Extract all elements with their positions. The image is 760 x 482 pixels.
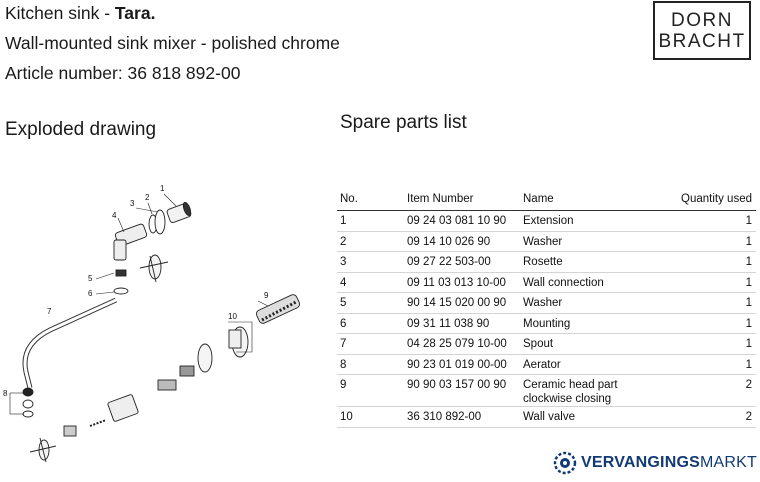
cell-no: 10 [337, 407, 404, 428]
cell-name: Washer [520, 293, 651, 314]
cell-no: 8 [337, 354, 404, 375]
cell-no: 5 [337, 293, 404, 314]
page-title [5, 1, 155, 25]
washer-part-5 [116, 270, 126, 276]
cell-name: Extension [520, 211, 651, 232]
cell-item-number: 36 310 892-00 [404, 407, 520, 428]
cell-name: Mounting [520, 313, 651, 334]
col-header-name: Name [520, 188, 651, 211]
cell-item-number: 04 28 25 079 10-00 [404, 334, 520, 355]
cell-no: 9 [337, 375, 404, 407]
spare-parts-table [337, 188, 756, 428]
logo-line-1: DORN [671, 9, 733, 31]
cell-name-line-1: Ceramic head part [523, 379, 618, 391]
table-row [337, 354, 756, 375]
cell-item-number: 90 90 03 157 00 90 [404, 375, 520, 407]
brand-bold: VERVANGINGS [581, 454, 700, 471]
spout-part [25, 300, 116, 388]
table-row [337, 252, 756, 273]
table-header-row [337, 188, 756, 211]
brand-light: MARKT [699, 454, 757, 471]
col-header-item-number: Item Number [404, 188, 520, 211]
cell-no: 3 [337, 252, 404, 273]
table-row [337, 375, 756, 407]
cell-name: Rosette [520, 252, 651, 273]
cell-name: Wall valve [520, 407, 651, 428]
lower-valve-assembly [64, 344, 212, 436]
table-row [337, 211, 756, 232]
cell-no: 2 [337, 231, 404, 252]
section-title-parts: Spare parts list [340, 112, 467, 133]
cell-no: 4 [337, 272, 404, 293]
cell-name [520, 375, 651, 407]
extension-part [166, 201, 192, 223]
ceramic-head-part [255, 293, 301, 324]
cell-item-number: 09 11 03 013 10-00 [404, 272, 520, 293]
table-row [337, 334, 756, 355]
callout-3: 3 [130, 199, 135, 208]
logo-line-2: BRACHT [658, 30, 746, 52]
cell-item-number: 90 23 01 019 00-00 [404, 354, 520, 375]
callout-9: 9 [264, 291, 269, 300]
cell-item-number: 90 14 15 020 00 90 [404, 293, 520, 314]
mounting-part [114, 288, 128, 294]
cell-qty: 1 [651, 252, 756, 273]
table-row [337, 272, 756, 293]
wall-connection-part [114, 223, 147, 260]
cell-qty: 2 [651, 375, 756, 407]
callout-5: 5 [88, 274, 93, 283]
article-number: Article number: 36 818 892-00 [5, 63, 241, 83]
aerator-part [23, 388, 33, 417]
cell-item-number: 09 31 11 038 90 [404, 313, 520, 334]
cell-qty: 1 [651, 272, 756, 293]
table-row [337, 407, 756, 428]
cell-qty: 1 [651, 313, 756, 334]
cross-handle-upper [140, 255, 168, 282]
swirl-logo-icon [553, 451, 577, 475]
cell-no: 7 [337, 334, 404, 355]
brand-wordmark [581, 454, 757, 472]
callout-1: 1 [160, 184, 165, 193]
table-row [337, 293, 756, 314]
callout-6: 6 [88, 289, 93, 298]
cell-no: 6 [337, 313, 404, 334]
cell-qty: 2 [651, 407, 756, 428]
callout-10: 10 [228, 312, 237, 321]
cell-qty: 1 [651, 293, 756, 314]
cell-name-line-2: clockwise closing [523, 393, 612, 405]
callout-4: 4 [112, 211, 117, 220]
cell-qty: 1 [651, 211, 756, 232]
cell-qty: 1 [651, 354, 756, 375]
dornbracht-logo [653, 1, 751, 60]
cell-name: Washer [520, 231, 651, 252]
rosette-part [155, 210, 165, 234]
exploded-drawing [0, 175, 330, 465]
cross-handle-lower [30, 438, 56, 462]
vervangingsmarkt-logo[interactable] [553, 451, 757, 475]
product-subtitle: Wall-mounted sink mixer - polished chrome [5, 33, 340, 53]
cell-name: Wall connection [520, 272, 651, 293]
table-row [337, 313, 756, 334]
cell-item-number: 09 24 03 081 10 90 [404, 211, 520, 232]
section-title-drawing: Exploded drawing [5, 119, 157, 140]
wall-valve-part [229, 327, 248, 357]
cell-qty: 1 [651, 334, 756, 355]
table-row [337, 231, 756, 252]
cell-name: Spout [520, 334, 651, 355]
title-bold: Tara. [114, 3, 156, 23]
cell-name: Aerator [520, 354, 651, 375]
callout-7: 7 [47, 307, 52, 316]
col-header-quantity: Quantity used [651, 188, 756, 211]
cell-qty: 1 [651, 231, 756, 252]
cell-item-number: 09 27 22 503-00 [404, 252, 520, 273]
callout-2: 2 [145, 193, 150, 202]
col-header-no: No. [337, 188, 404, 211]
title-prefix: Kitchen sink - [5, 3, 115, 23]
callout-8: 8 [3, 389, 8, 398]
cell-item-number: 09 14 10 026 90 [404, 231, 520, 252]
cell-no: 1 [337, 211, 404, 232]
